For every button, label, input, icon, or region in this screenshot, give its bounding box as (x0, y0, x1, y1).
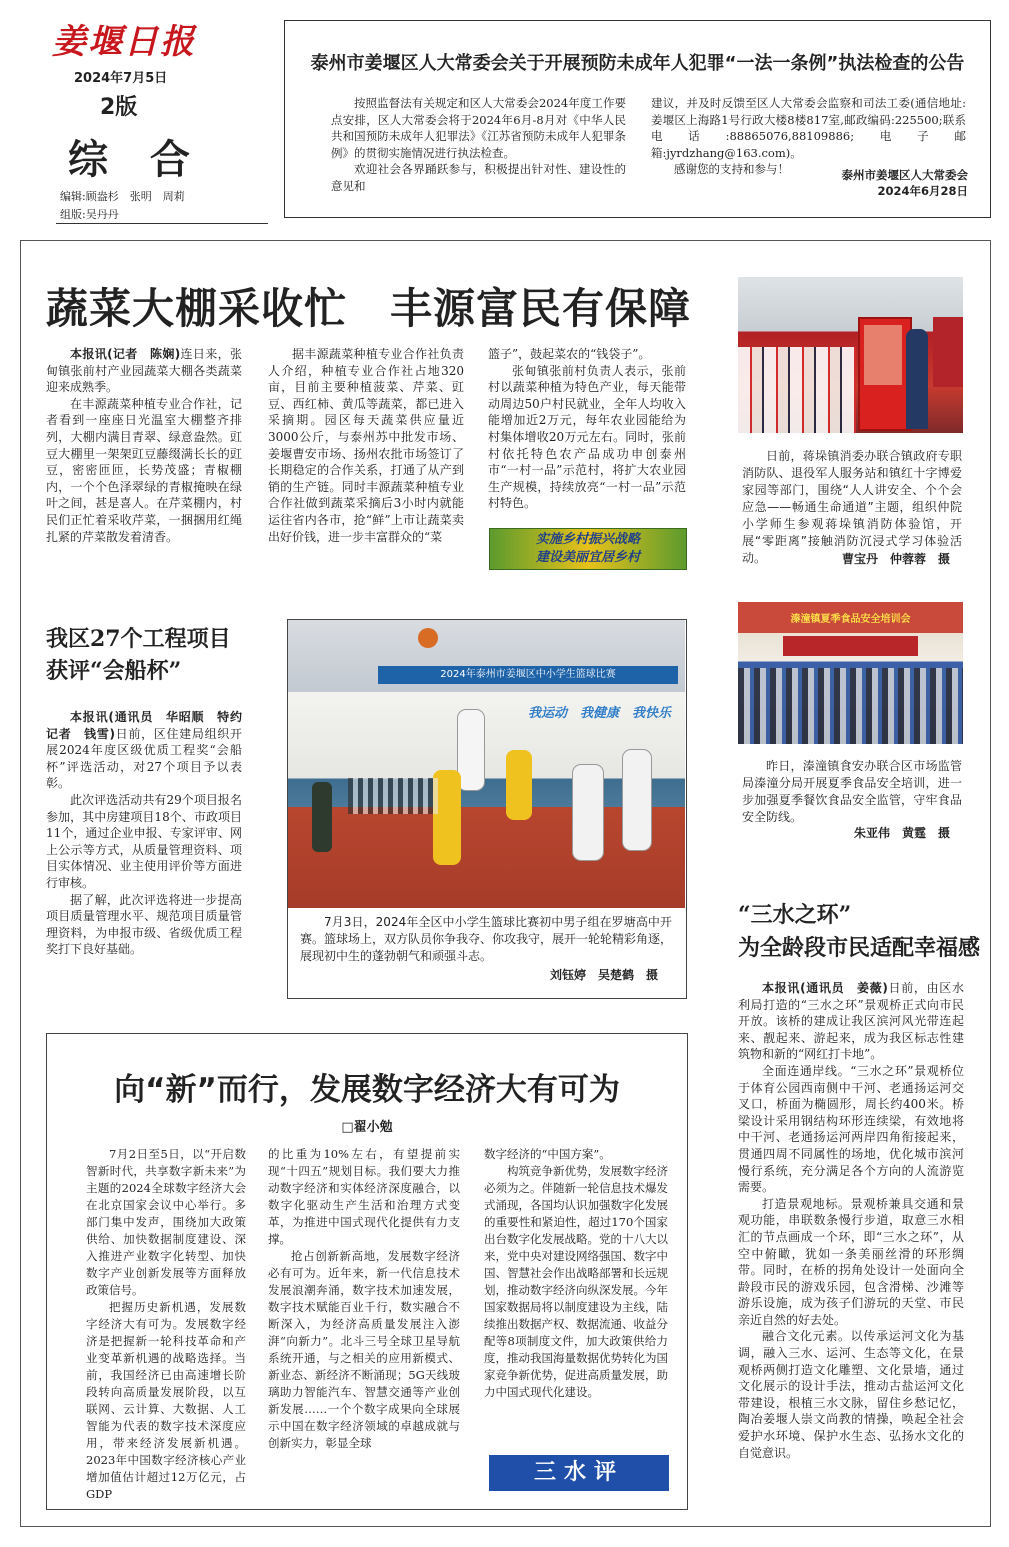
meeting-audience (738, 668, 963, 744)
notice-title: 泰州市姜堰区人大常委会关于开展预防未成年人犯罪“一法一条例”执法检查的公告 (310, 53, 965, 74)
masthead-section: 综 合 (68, 136, 204, 183)
article1-headline: 蔬菜大棚采收忙 丰源富民有保障 (46, 284, 692, 333)
article2-headline2: 获评“会船杯” (46, 658, 182, 684)
article1-col3: 篮子”，鼓起菜农的“钱袋子”。 张甸镇张前村负责人表示，张前村以蔬菜种植为特色产业，每天能带动周边50户村民就业，全年人均收入能增加近2万元，每年农业园能给为村集体增收20万元左右。同时，张前村依托特色农产品成功申创泰州市“一村一品”示范村，将扩大农业园生产规模，持续放亮“一村一品”示范村特色。 (488, 347, 686, 511)
notice-box (284, 20, 991, 218)
commentary-p2: 把握历史新机遇，发展数字经济大有可为。发展数字经济是把握新一轮科技革命和产业变革新机遇的战略选择。当前，我国经济已由高速增长阶段转向高质量发展阶段，以互联网、云计算、大数据、人工智能为代表的数字技术深度应用，带来经济发展新机遇。2023年中国数字经济核心产业增加值估计超过12万亿元，占GDP (86, 1300, 246, 1501)
article1-slogan1: 实施乡村振兴战略 (535, 532, 640, 547)
article3-headline1: “三水之环” (738, 902, 852, 928)
commentary-col3: 数字经济的“中国方案”。 构筑竞争新优势，发展数字经济必须为之。伴随新一轮信息技术爆发式涌现，各国均认识加强数字化发展的重要性和紧迫性，超过170个国家出台数字化发展战略。党的十八大以来，党中央对建设网络强国、数字中国、智慧社会作出战略部署和长远规划，推动数字经济向纵深发展。今年国家数据局将以制度建设为主线，陆续推出数据产权、数据流通、收益分配等8项制度文件，加大政策供给力度，推动我国海量数据优势转化为国家竞争新优势，促进高质量发展，助力中国式现代化建设。 (484, 1147, 668, 1399)
photo-meeting-credit: 朱亚伟 黄霆 摄 (853, 826, 950, 840)
player-yellow-2 (506, 750, 532, 820)
masthead-rule (56, 223, 268, 224)
column-logo: 三水评 (533, 1460, 624, 1485)
player-white-1 (458, 710, 484, 790)
firefighter (906, 329, 928, 429)
student-crowd (738, 347, 856, 433)
notice-left-column (331, 95, 626, 194)
article1-slogan-box (489, 528, 687, 570)
article3-p3: 打造景观地标。景观桥兼具交通和景观功能，串联数条慢行步道，取意三水相汇的节点画成一个环，即“三水之环”，从空中俯瞰，犹如一条美丽丝滑的环形绸带。同时，在桥的拐角处设计一处面向全龄段市民的游戏乐园，包含滑梯、沙滩等游乐设施，成为孩子们游玩的天堂、市民亲近自然的好去处。 (738, 1196, 964, 1327)
photo-basketball-credit: 刘钰婷 吴楚鹤 摄 (549, 968, 658, 982)
article3-p1: 日前，由区水利局打造的“三水之环”景观桥正式向市民开放。该桥的建成让我区滨河风光带连起来、靓起来、游起来，成为我区标志性建筑物和新的“网红打卡地”。 (738, 981, 964, 1062)
article3-p4: 融合文化元素。以传承运河文化为基调，融入三水、运河、生态等文化，在景观桥两侧打造文化雕塑、文化景墙，通过文化展示的设计手法，推动古盐运河文化带建设，根植三水文脉，留住乡愁记忆，陶冶姜堰人崇文尚教的情操，唤起全社会爱护水环境、保护水生态、弘扬水文化的自觉意识。 (738, 1329, 964, 1460)
masthead-editors: 编辑:顾盎杉 张明 周莉 (60, 190, 185, 203)
article3-headline2: 为全龄段市民适配幸福感 (738, 935, 981, 961)
player-white-2 (573, 765, 603, 860)
photo-meeting-caption: 昨日，溱潼镇食安办联合区市场监管局溱潼分局开展夏季食品安全培训，进一步加强夏季餐饮食品安全监管，守牢食品安全防线。 (742, 759, 962, 824)
commentary-p1: 7月2日至5日，以“开启数智新时代，共享数字新未来”为主题的2024全球数字经济大会在北京国家会议中心举行。多部门集中发声，围绕加大政策供给、加快数据制度建设、深入推进产业数字化转型、加快数字产业创新发展等方面释放政策信号。 (86, 1147, 246, 1297)
article2-p2: 此次评选活动共有29个项目报名参加，其中房建项目18个、市政项目11个，通过企业申报、专家评审、网上公示等方式，从质量管理资料、项目实体情况、业主使用评价等方面进行审核。 (46, 792, 242, 890)
fire-cabinet-glass (864, 325, 902, 385)
article1-p1: 连日来，张甸镇张前村产业园蔬菜大棚各类蔬菜迎来成熟季。 (46, 347, 242, 395)
basketball-wall-slogan: 我运动 我健康 我快乐 (528, 706, 672, 721)
notice-sign-date: 2024年6月28日 (877, 184, 968, 198)
notice-right-column (651, 95, 966, 178)
commentary-author: □翟小勉 (341, 1120, 393, 1135)
article2-lead: 本报讯(通讯员 华昭顺 特约记者 钱雪) (46, 710, 242, 741)
article1-col2 (268, 346, 464, 568)
commentary-col1 (86, 1146, 246, 1501)
column-logo-box (489, 1455, 669, 1491)
basketball-ball (418, 628, 438, 648)
photo-fire-station (738, 277, 963, 433)
spectators (348, 778, 438, 814)
article2-body (46, 709, 242, 958)
article3-p2: 全面连通岸线。“三水之环”景观桥位于体育公园西南侧中干河、老通扬运河交叉口，桥面为椭圆形，周长约400米。桥梁设计采用钢结构环形连续梁，有效地将中干河、老通扬运河两岸四角衔接起来，贯通四周不同属性的场地，优化城市滨河慢行系统，充分满足各个方向的人流游览需要。 (738, 1063, 964, 1195)
article1-lead: 本报讯(记者 陈娴) (70, 347, 181, 361)
article1-p4: 张甸镇张前村负责人表示，张前村以蔬菜种植为特色产业，每天能带动周边50户村民就业，全年人均收入能增加近2万元，每年农业园能给为村集体增收20万元左右。同时，张前村依托特色农产品成功申创泰州市“一村一品”示范村，将扩大农业园生产规模，持续放亮“一村一品”示范村特色。 (488, 363, 686, 511)
article1-slogan2: 建设美丽宜居乡村 (535, 550, 640, 565)
photo-fire-credit: 曹宝丹 仲蓉蓉 摄 (841, 552, 950, 566)
notice-para2: 欢迎社会各界踊跃参与，积极提出针对性、建设性的意见和 (331, 162, 626, 193)
meeting-stage (783, 636, 918, 656)
article3-body (738, 980, 964, 1515)
commentary-col2: 的比重为10%左右，有望提前实现“十四五”规划目标。我们要大力推动数字经济和实体经济深度融合，以数字化驱动生产生活和治理方式变革，为推进中国式现代化提供有力支撑。 抢占创新新高地，发展数字经济必有可为。近年来，新一代信息技术发展浪潮奔涌，数字技术加速发展，数字技术赋能百业千行，数实融合不断深入，为经济高质量发展注入澎湃“向新力”。北斗三号全球卫星导航系统开通，与之相关的应用新模式、新业态、新经济不断涌现；5G天线玻璃助力智能汽车、智慧交通等产业创新发展……一个个数字成果向全球展示中国在数字经济领域的卓越成就与创新实力，彰显全球 (268, 1147, 460, 1450)
photo-basketball-caption: 7月3日，2024年全区中小学生篮球比赛初中男子组在罗塘高中开赛。篮球场上，双方队员你争我夺、你攻我守，展开一轮轮精彩角逐，展现初中生的蓬勃朝气和顽强斗志。 (300, 915, 673, 963)
basketball-banner: 2024年泰州市姜堰区中小学生篮球比赛 (378, 666, 678, 684)
masthead-page: 2版 (100, 95, 138, 120)
masthead-layout: 组版:吴丹丹 (60, 208, 119, 221)
commentary-p3: 抢占创新新高地，发展数字经济必有可为。近年来，新一代信息技术发展浪潮奔涌，数字技术加速发展，数字技术赋能百业千行，数实融合不断深入，为经济高质量发展注入澎湃“向新力”。北斗三号全球卫星导航系统开通，与之相关的应用新模式、新业态、新经济不断涌现；5G天线玻璃助力智能汽车、智慧交通等产业创新发展……一个个数字成果向全球展示中国在数字经济领域的卓越成就与创新实力，彰显全球 (268, 1249, 460, 1450)
photo-meeting (738, 602, 963, 744)
article3-lead: 本报讯(通讯员 姜薇) (762, 981, 888, 995)
commentary-p4: 构筑竞争新优势，发展数字经济必须为之。伴随新一轮信息技术爆发式涌现，各国均认识加强数字化发展的重要性和紧迫性，超过170个国家出台数字化发展战略。党的十八大以来，党中央对建设网络强国、数字中国、智慧社会作出战略部署和长远规划，推动数字经济向纵深发展。今年国家数据局将以制度建设为主线，陆续推出数据产权、数据流通、收益分配等8项制度文件，加大政策供给力度，推动我国海量数据优势转化为国家竞争新优势，促进高质量发展，助力中国式现代化建设。 (484, 1164, 668, 1399)
photo-fire-caption: 日前，蒋垛镇消委办联合镇政府专职消防队、退役军人服务站和镇红十字博爱家园等部门，围绕“人人讲安全、个个会应急——畅通生命通道”主题，组织仲院小学师生参观蒋垛镇消防体验馆，开展“零距离”接触消防沉浸式学习体验活动。 (742, 449, 962, 565)
notice-signature: 泰州市姜堰区人大常委会 (841, 168, 968, 182)
article1-col1 (46, 346, 242, 568)
commentary-headline: 向“新”而行，发展数字经济大有可为 (114, 1072, 620, 1108)
masthead-date: 2024年7月5日 (74, 71, 168, 86)
article2-headline1: 我区27个工程项目 (46, 626, 231, 652)
article1-p2: 在丰源蔬菜种植专业合作社，记者看到一座座日光温室大棚整齐排列，大棚内满目青翠、绿意盎然。豇豆大棚里一架架豇豆藤缀满长长的豇豆，密密匝匝，长势茂盛；青椒棚内，一个个色泽翠绿的青椒掩映在绿叶之间，甚是喜人。在芹菜棚内，村民们正忙着采收芹菜，一捆捆用红绳扎紧的芹菜散发着清香。 (46, 396, 242, 544)
wall-panel-right (933, 317, 963, 387)
player-white-3 (623, 750, 651, 850)
article2-p1: 日前，区住建局组织开展2024年度区级优质工程奖“会船杯”评选活动，对27个项目予以表彰。 (46, 726, 242, 791)
notice-para3: 感谢您的支持和参与！ (674, 162, 789, 177)
referee (312, 782, 332, 852)
meeting-banner: 溱潼镇夏季食品安全培训会 (790, 614, 911, 625)
photo-basketball (288, 620, 685, 908)
article1-p3: 据丰源蔬菜种植专业合作社负责人介绍，种植专业合作社占地320亩，目前主要种植菠菜、芹菜、豇豆、西红柿、黄瓜等蔬菜，都已进入采摘期。园区每天蔬菜供应量近3000公斤，与泰州苏中批发市场、姜堰曹安市场、扬州农批市场签订了长期稳定的合作关系，打通了从产到销的生产链。同时丰源蔬菜种植专业合作社做到蔬菜采摘后3小时内就能运往省内各市，抢“鲜”上市让蔬菜卖出好价钱，进一步丰富群众的“菜 (268, 347, 464, 544)
masthead-logo: 姜堰日报 (52, 22, 196, 62)
notice-para1: 按照监督法有关规定和区人大常委会2024年度工作要点安排，区人大常委会将于2024年6月-8月对《中华人民共和国预防未成年人犯罪法》《江苏省预防未成年人犯罪条例》的贯彻实施情况进行执法检查。 (331, 96, 626, 160)
article2-p3: 据了解，此次评选将进一步提高项目质量管理水平、规范项目质量管理资料，为申报市级、省级优质工程奖打下良好基础。 (46, 892, 242, 957)
notice-para2-continued: 建议，并及时反馈至区人大常委会监察和司法工委(通信地址:姜堰区上海路1号行政大楼8楼817室,邮政编码:225500;联系电话:88865076,88109886;电子邮箱:jyrdzhang@163.com)。 (651, 96, 966, 160)
